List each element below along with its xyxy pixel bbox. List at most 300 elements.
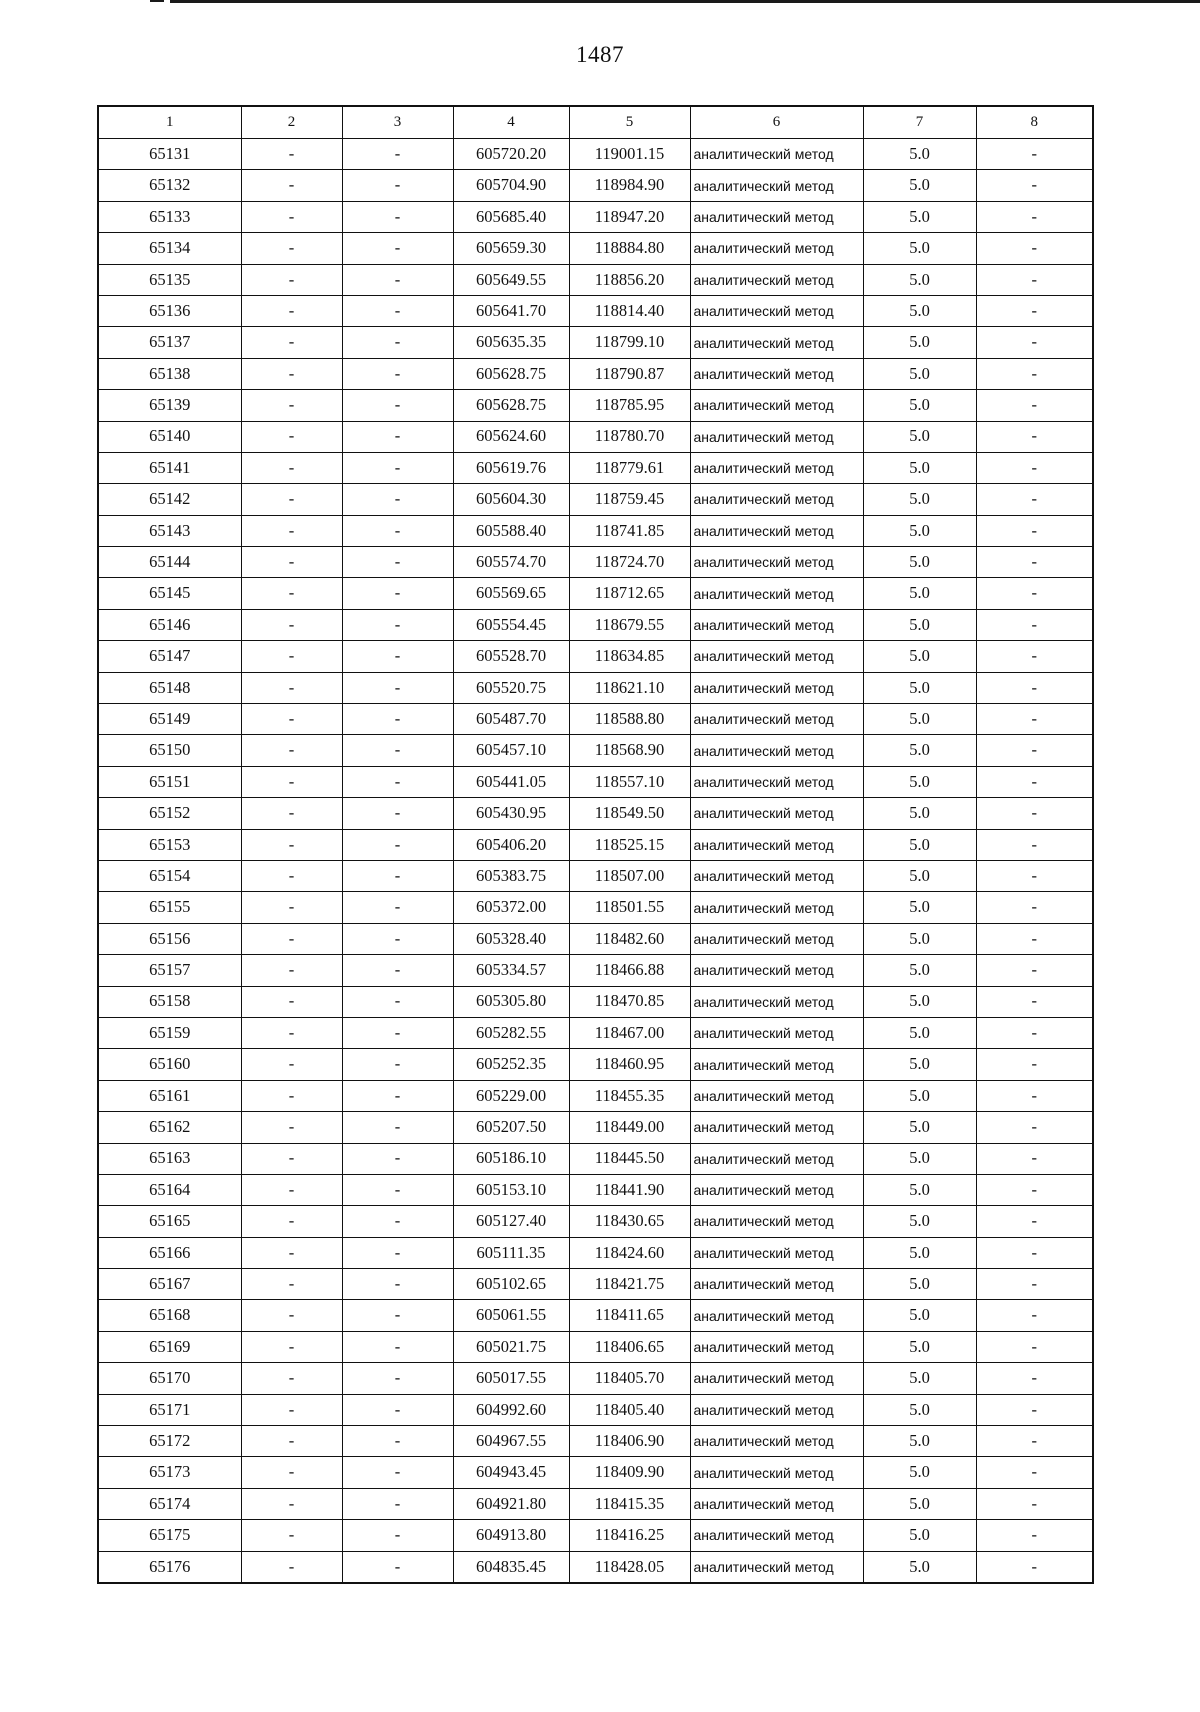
cell-y-coordinate: 118814.40 <box>569 295 690 326</box>
cell-col-8-value: - <box>976 735 1093 766</box>
cell-point-number: 65169 <box>98 1331 241 1362</box>
cell-col-3-value: - <box>342 735 453 766</box>
cell-method: аналитический метод <box>690 515 863 546</box>
cell-y-coordinate: 118790.87 <box>569 358 690 389</box>
table-row <box>98 735 1093 766</box>
cell-x-coordinate: 605430.95 <box>453 798 569 829</box>
cell-col-2-value: - <box>241 955 342 986</box>
cell-accuracy: 5.0 <box>863 1300 976 1331</box>
header-row <box>98 106 1093 139</box>
cell-x-coordinate: 605457.10 <box>453 735 569 766</box>
cell-col-2-value: - <box>241 798 342 829</box>
cell-accuracy: 5.0 <box>863 609 976 640</box>
cell-y-coordinate: 118406.90 <box>569 1426 690 1457</box>
cell-col-2-value: - <box>241 1269 342 1300</box>
cell-point-number: 65153 <box>98 829 241 860</box>
cell-point-number: 65164 <box>98 1174 241 1205</box>
cell-col-3-value: - <box>342 1394 453 1425</box>
cell-accuracy: 5.0 <box>863 1080 976 1111</box>
cell-col-2-value: - <box>241 1143 342 1174</box>
cell-col-3-value: - <box>342 1174 453 1205</box>
cell-method: аналитический метод <box>690 829 863 860</box>
top-rule <box>170 0 1200 3</box>
cell-y-coordinate: 118741.85 <box>569 515 690 546</box>
cell-accuracy: 5.0 <box>863 860 976 891</box>
cell-x-coordinate: 605619.76 <box>453 452 569 483</box>
cell-point-number: 65139 <box>98 390 241 421</box>
cell-col-2-value: - <box>241 609 342 640</box>
cell-accuracy: 5.0 <box>863 892 976 923</box>
table-row <box>98 641 1093 672</box>
cell-col-8-value: - <box>976 295 1093 326</box>
cell-method: аналитический метод <box>690 358 863 389</box>
cell-col-8-value: - <box>976 1300 1093 1331</box>
cell-y-coordinate: 118785.95 <box>569 390 690 421</box>
cell-method: аналитический метод <box>690 955 863 986</box>
cell-x-coordinate: 604967.55 <box>453 1426 569 1457</box>
table-row <box>98 1457 1093 1488</box>
cell-col-3-value: - <box>342 1080 453 1111</box>
cell-x-coordinate: 605061.55 <box>453 1300 569 1331</box>
cell-y-coordinate: 118449.00 <box>569 1112 690 1143</box>
cell-col-3-value: - <box>342 484 453 515</box>
table-row <box>98 547 1093 578</box>
cell-col-2-value: - <box>241 327 342 358</box>
cell-col-2-value: - <box>241 1363 342 1394</box>
cell-x-coordinate: 605520.75 <box>453 672 569 703</box>
cell-y-coordinate: 118466.88 <box>569 955 690 986</box>
cell-x-coordinate: 605487.70 <box>453 704 569 735</box>
cell-method: аналитический метод <box>690 233 863 264</box>
cell-y-coordinate: 118525.15 <box>569 829 690 860</box>
cell-x-coordinate: 605372.00 <box>453 892 569 923</box>
cell-point-number: 65175 <box>98 1520 241 1551</box>
table-row <box>98 452 1093 483</box>
table-row <box>98 1143 1093 1174</box>
cell-col-3-value: - <box>342 421 453 452</box>
cell-y-coordinate: 118947.20 <box>569 201 690 232</box>
cell-x-coordinate: 605334.57 <box>453 955 569 986</box>
cell-point-number: 65176 <box>98 1551 241 1583</box>
cell-y-coordinate: 118428.05 <box>569 1551 690 1583</box>
cell-accuracy: 5.0 <box>863 547 976 578</box>
cell-col-3-value: - <box>342 390 453 421</box>
cell-col-3-value: - <box>342 1017 453 1048</box>
cell-accuracy: 5.0 <box>863 139 976 170</box>
cell-method: аналитический метод <box>690 1017 863 1048</box>
cell-point-number: 65159 <box>98 1017 241 1048</box>
cell-x-coordinate: 605305.80 <box>453 986 569 1017</box>
cell-col-8-value: - <box>976 955 1093 986</box>
cell-point-number: 65173 <box>98 1457 241 1488</box>
cell-x-coordinate: 605383.75 <box>453 860 569 891</box>
cell-x-coordinate: 605588.40 <box>453 515 569 546</box>
table-row <box>98 515 1093 546</box>
cell-accuracy: 5.0 <box>863 1457 976 1488</box>
cell-method: аналитический метод <box>690 1112 863 1143</box>
table-row <box>98 1300 1093 1331</box>
cell-y-coordinate: 118415.35 <box>569 1488 690 1519</box>
table-row <box>98 1112 1093 1143</box>
cell-y-coordinate: 118712.65 <box>569 578 690 609</box>
cell-method: аналитический метод <box>690 170 863 201</box>
cell-point-number: 65174 <box>98 1488 241 1519</box>
cell-method: аналитический метод <box>690 1143 863 1174</box>
cell-accuracy: 5.0 <box>863 170 976 201</box>
cell-accuracy: 5.0 <box>863 986 976 1017</box>
cell-accuracy: 5.0 <box>863 358 976 389</box>
cell-x-coordinate: 605441.05 <box>453 766 569 797</box>
cell-col-3-value: - <box>342 170 453 201</box>
cell-x-coordinate: 605127.40 <box>453 1206 569 1237</box>
cell-method: аналитический метод <box>690 1520 863 1551</box>
cell-y-coordinate: 118467.00 <box>569 1017 690 1048</box>
cell-col-8-value: - <box>976 829 1093 860</box>
cell-col-3-value: - <box>342 578 453 609</box>
cell-x-coordinate: 605624.60 <box>453 421 569 452</box>
cell-y-coordinate: 118460.95 <box>569 1049 690 1080</box>
cell-accuracy: 5.0 <box>863 955 976 986</box>
table-row <box>98 390 1093 421</box>
cell-point-number: 65131 <box>98 139 241 170</box>
column-header-1: 1 <box>98 106 241 139</box>
cell-point-number: 65137 <box>98 327 241 358</box>
column-header-7: 7 <box>863 106 976 139</box>
cell-method: аналитический метод <box>690 1206 863 1237</box>
column-header-4: 4 <box>453 106 569 139</box>
cell-method: аналитический метод <box>690 1551 863 1583</box>
cell-accuracy: 5.0 <box>863 1206 976 1237</box>
cell-point-number: 65166 <box>98 1237 241 1268</box>
cell-col-3-value: - <box>342 986 453 1017</box>
cell-method: аналитический метод <box>690 1363 863 1394</box>
cell-y-coordinate: 118588.80 <box>569 704 690 735</box>
cell-col-2-value: - <box>241 515 342 546</box>
cell-col-3-value: - <box>342 1331 453 1362</box>
cell-y-coordinate: 118405.70 <box>569 1363 690 1394</box>
cell-col-2-value: - <box>241 452 342 483</box>
cell-x-coordinate: 605628.75 <box>453 390 569 421</box>
table-row <box>98 860 1093 891</box>
cell-col-8-value: - <box>976 1080 1093 1111</box>
cell-y-coordinate: 118799.10 <box>569 327 690 358</box>
cell-x-coordinate: 605153.10 <box>453 1174 569 1205</box>
table-row <box>98 1080 1093 1111</box>
table-row <box>98 1269 1093 1300</box>
cell-col-8-value: - <box>976 1143 1093 1174</box>
table-row <box>98 1363 1093 1394</box>
cell-col-8-value: - <box>976 578 1093 609</box>
cell-accuracy: 5.0 <box>863 1269 976 1300</box>
cell-x-coordinate: 604943.45 <box>453 1457 569 1488</box>
cell-x-coordinate: 605328.40 <box>453 923 569 954</box>
cell-method: аналитический метод <box>690 1394 863 1425</box>
cell-col-3-value: - <box>342 1269 453 1300</box>
cell-method: аналитический метод <box>690 1331 863 1362</box>
cell-col-8-value: - <box>976 264 1093 295</box>
cell-x-coordinate: 605635.35 <box>453 327 569 358</box>
cell-col-8-value: - <box>976 139 1093 170</box>
cell-accuracy: 5.0 <box>863 1488 976 1519</box>
cell-col-8-value: - <box>976 390 1093 421</box>
table-row <box>98 264 1093 295</box>
cell-method: аналитический метод <box>690 201 863 232</box>
cell-point-number: 65167 <box>98 1269 241 1300</box>
column-header-2: 2 <box>241 106 342 139</box>
cell-col-3-value: - <box>342 1049 453 1080</box>
cell-col-8-value: - <box>976 766 1093 797</box>
cell-col-2-value: - <box>241 1520 342 1551</box>
cell-col-8-value: - <box>976 1520 1093 1551</box>
cell-col-3-value: - <box>342 892 453 923</box>
cell-col-3-value: - <box>342 1488 453 1519</box>
cell-x-coordinate: 604921.80 <box>453 1488 569 1519</box>
cell-accuracy: 5.0 <box>863 1551 976 1583</box>
cell-method: аналитический метод <box>690 264 863 295</box>
cell-col-8-value: - <box>976 986 1093 1017</box>
cell-accuracy: 5.0 <box>863 1017 976 1048</box>
table-row <box>98 1049 1093 1080</box>
cell-accuracy: 5.0 <box>863 484 976 515</box>
cell-point-number: 65155 <box>98 892 241 923</box>
cell-x-coordinate: 604913.80 <box>453 1520 569 1551</box>
cell-col-8-value: - <box>976 672 1093 703</box>
cell-accuracy: 5.0 <box>863 923 976 954</box>
cell-x-coordinate: 605641.70 <box>453 295 569 326</box>
cell-accuracy: 5.0 <box>863 829 976 860</box>
cell-point-number: 65134 <box>98 233 241 264</box>
cell-x-coordinate: 605569.65 <box>453 578 569 609</box>
cell-accuracy: 5.0 <box>863 452 976 483</box>
cell-accuracy: 5.0 <box>863 1049 976 1080</box>
cell-col-2-value: - <box>241 233 342 264</box>
cell-point-number: 65147 <box>98 641 241 672</box>
table-row <box>98 1331 1093 1362</box>
cell-col-3-value: - <box>342 1363 453 1394</box>
cell-col-2-value: - <box>241 1331 342 1362</box>
cell-col-2-value: - <box>241 578 342 609</box>
cell-y-coordinate: 118405.40 <box>569 1394 690 1425</box>
cell-x-coordinate: 605659.30 <box>453 233 569 264</box>
cell-point-number: 65138 <box>98 358 241 389</box>
cell-col-2-value: - <box>241 201 342 232</box>
cell-accuracy: 5.0 <box>863 1331 976 1362</box>
cell-col-8-value: - <box>976 327 1093 358</box>
cell-x-coordinate: 605102.65 <box>453 1269 569 1300</box>
cell-col-8-value: - <box>976 1331 1093 1362</box>
table-row <box>98 1488 1093 1519</box>
cell-x-coordinate: 605229.00 <box>453 1080 569 1111</box>
cell-col-2-value: - <box>241 1394 342 1425</box>
cell-col-2-value: - <box>241 139 342 170</box>
cell-col-3-value: - <box>342 201 453 232</box>
page-number: 1487 <box>576 42 624 67</box>
cell-method: аналитический метод <box>690 1300 863 1331</box>
cell-col-3-value: - <box>342 1206 453 1237</box>
cell-col-2-value: - <box>241 484 342 515</box>
cell-col-8-value: - <box>976 1112 1093 1143</box>
cell-y-coordinate: 118984.90 <box>569 170 690 201</box>
cell-col-8-value: - <box>976 233 1093 264</box>
cell-col-3-value: - <box>342 1143 453 1174</box>
cell-y-coordinate: 118409.90 <box>569 1457 690 1488</box>
cell-col-8-value: - <box>976 1488 1093 1519</box>
cell-y-coordinate: 118411.65 <box>569 1300 690 1331</box>
cell-col-8-value: - <box>976 452 1093 483</box>
cell-y-coordinate: 118455.35 <box>569 1080 690 1111</box>
cell-col-3-value: - <box>342 798 453 829</box>
cell-method: аналитический метод <box>690 798 863 829</box>
cell-method: аналитический метод <box>690 295 863 326</box>
cell-y-coordinate: 118779.61 <box>569 452 690 483</box>
table-row <box>98 578 1093 609</box>
cell-col-3-value: - <box>342 860 453 891</box>
cell-col-3-value: - <box>342 295 453 326</box>
cell-col-2-value: - <box>241 1488 342 1519</box>
cell-col-8-value: - <box>976 641 1093 672</box>
cell-accuracy: 5.0 <box>863 233 976 264</box>
cell-col-3-value: - <box>342 829 453 860</box>
cell-method: аналитический метод <box>690 390 863 421</box>
table-row <box>98 1394 1093 1425</box>
cell-accuracy: 5.0 <box>863 641 976 672</box>
cell-accuracy: 5.0 <box>863 295 976 326</box>
cell-x-coordinate: 605017.55 <box>453 1363 569 1394</box>
cell-col-3-value: - <box>342 1112 453 1143</box>
cell-col-8-value: - <box>976 1174 1093 1205</box>
table-row <box>98 892 1093 923</box>
cell-y-coordinate: 118507.00 <box>569 860 690 891</box>
cell-col-8-value: - <box>976 547 1093 578</box>
cell-y-coordinate: 118621.10 <box>569 672 690 703</box>
cell-col-2-value: - <box>241 264 342 295</box>
cell-y-coordinate: 118557.10 <box>569 766 690 797</box>
cell-accuracy: 5.0 <box>863 1112 976 1143</box>
table-row <box>98 327 1093 358</box>
cell-accuracy: 5.0 <box>863 201 976 232</box>
cell-col-3-value: - <box>342 547 453 578</box>
table-row <box>98 1174 1093 1205</box>
cell-y-coordinate: 118634.85 <box>569 641 690 672</box>
cell-x-coordinate: 605649.55 <box>453 264 569 295</box>
cell-col-2-value: - <box>241 1426 342 1457</box>
cell-x-coordinate: 604835.45 <box>453 1551 569 1583</box>
cell-point-number: 65146 <box>98 609 241 640</box>
cell-method: аналитический метод <box>690 641 863 672</box>
table-row <box>98 672 1093 703</box>
table-row <box>98 1426 1093 1457</box>
cell-x-coordinate: 605554.45 <box>453 609 569 640</box>
cell-col-2-value: - <box>241 170 342 201</box>
cell-col-3-value: - <box>342 672 453 703</box>
table-row <box>98 295 1093 326</box>
cell-accuracy: 5.0 <box>863 390 976 421</box>
table-row <box>98 484 1093 515</box>
cell-x-coordinate: 605574.70 <box>453 547 569 578</box>
cell-col-2-value: - <box>241 1300 342 1331</box>
cell-y-coordinate: 118430.65 <box>569 1206 690 1237</box>
cell-y-coordinate: 118856.20 <box>569 264 690 295</box>
cell-col-8-value: - <box>976 1426 1093 1457</box>
column-header-8: 8 <box>976 106 1093 139</box>
cell-point-number: 65142 <box>98 484 241 515</box>
cell-point-number: 65132 <box>98 170 241 201</box>
cell-method: аналитический метод <box>690 1426 863 1457</box>
cell-y-coordinate: 118724.70 <box>569 547 690 578</box>
cell-method: аналитический метод <box>690 609 863 640</box>
table-row <box>98 798 1093 829</box>
cell-col-8-value: - <box>976 1394 1093 1425</box>
cell-y-coordinate: 118470.85 <box>569 986 690 1017</box>
cell-col-3-value: - <box>342 1426 453 1457</box>
cell-x-coordinate: 605252.35 <box>453 1049 569 1080</box>
cell-point-number: 65151 <box>98 766 241 797</box>
cell-accuracy: 5.0 <box>863 766 976 797</box>
table-row <box>98 1237 1093 1268</box>
cell-col-2-value: - <box>241 1457 342 1488</box>
cell-y-coordinate: 118416.25 <box>569 1520 690 1551</box>
cell-col-8-value: - <box>976 1206 1093 1237</box>
table-row <box>98 1206 1093 1237</box>
cell-col-3-value: - <box>342 515 453 546</box>
cell-y-coordinate: 118884.80 <box>569 233 690 264</box>
cell-col-8-value: - <box>976 1237 1093 1268</box>
cell-accuracy: 5.0 <box>863 327 976 358</box>
column-header-3: 3 <box>342 106 453 139</box>
cell-point-number: 65148 <box>98 672 241 703</box>
cell-col-8-value: - <box>976 1269 1093 1300</box>
cell-method: аналитический метод <box>690 860 863 891</box>
cell-y-coordinate: 118759.45 <box>569 484 690 515</box>
cell-method: аналитический метод <box>690 421 863 452</box>
cell-col-3-value: - <box>342 358 453 389</box>
cell-method: аналитический метод <box>690 452 863 483</box>
cell-point-number: 65145 <box>98 578 241 609</box>
cell-accuracy: 5.0 <box>863 798 976 829</box>
cell-col-2-value: - <box>241 923 342 954</box>
cell-x-coordinate: 605604.30 <box>453 484 569 515</box>
cell-col-3-value: - <box>342 923 453 954</box>
cell-col-2-value: - <box>241 860 342 891</box>
cell-col-8-value: - <box>976 1049 1093 1080</box>
cell-col-8-value: - <box>976 358 1093 389</box>
cell-y-coordinate: 118421.75 <box>569 1269 690 1300</box>
cell-x-coordinate: 605111.35 <box>453 1237 569 1268</box>
cell-point-number: 65144 <box>98 547 241 578</box>
cell-col-3-value: - <box>342 1237 453 1268</box>
cell-method: аналитический метод <box>690 766 863 797</box>
cell-method: аналитический метод <box>690 986 863 1017</box>
top-rule-short <box>150 0 164 2</box>
cell-point-number: 65168 <box>98 1300 241 1331</box>
table-row <box>98 421 1093 452</box>
table-row <box>98 358 1093 389</box>
cell-col-8-value: - <box>976 798 1093 829</box>
cell-col-2-value: - <box>241 1237 342 1268</box>
cell-point-number: 65160 <box>98 1049 241 1080</box>
cell-col-2-value: - <box>241 547 342 578</box>
cell-col-3-value: - <box>342 955 453 986</box>
cell-col-8-value: - <box>976 860 1093 891</box>
cell-col-2-value: - <box>241 1206 342 1237</box>
cell-col-8-value: - <box>976 704 1093 735</box>
cell-y-coordinate: 118482.60 <box>569 923 690 954</box>
cell-x-coordinate: 605685.40 <box>453 201 569 232</box>
table-row <box>98 829 1093 860</box>
column-header-5: 5 <box>569 106 690 139</box>
cell-col-2-value: - <box>241 295 342 326</box>
cell-accuracy: 5.0 <box>863 515 976 546</box>
